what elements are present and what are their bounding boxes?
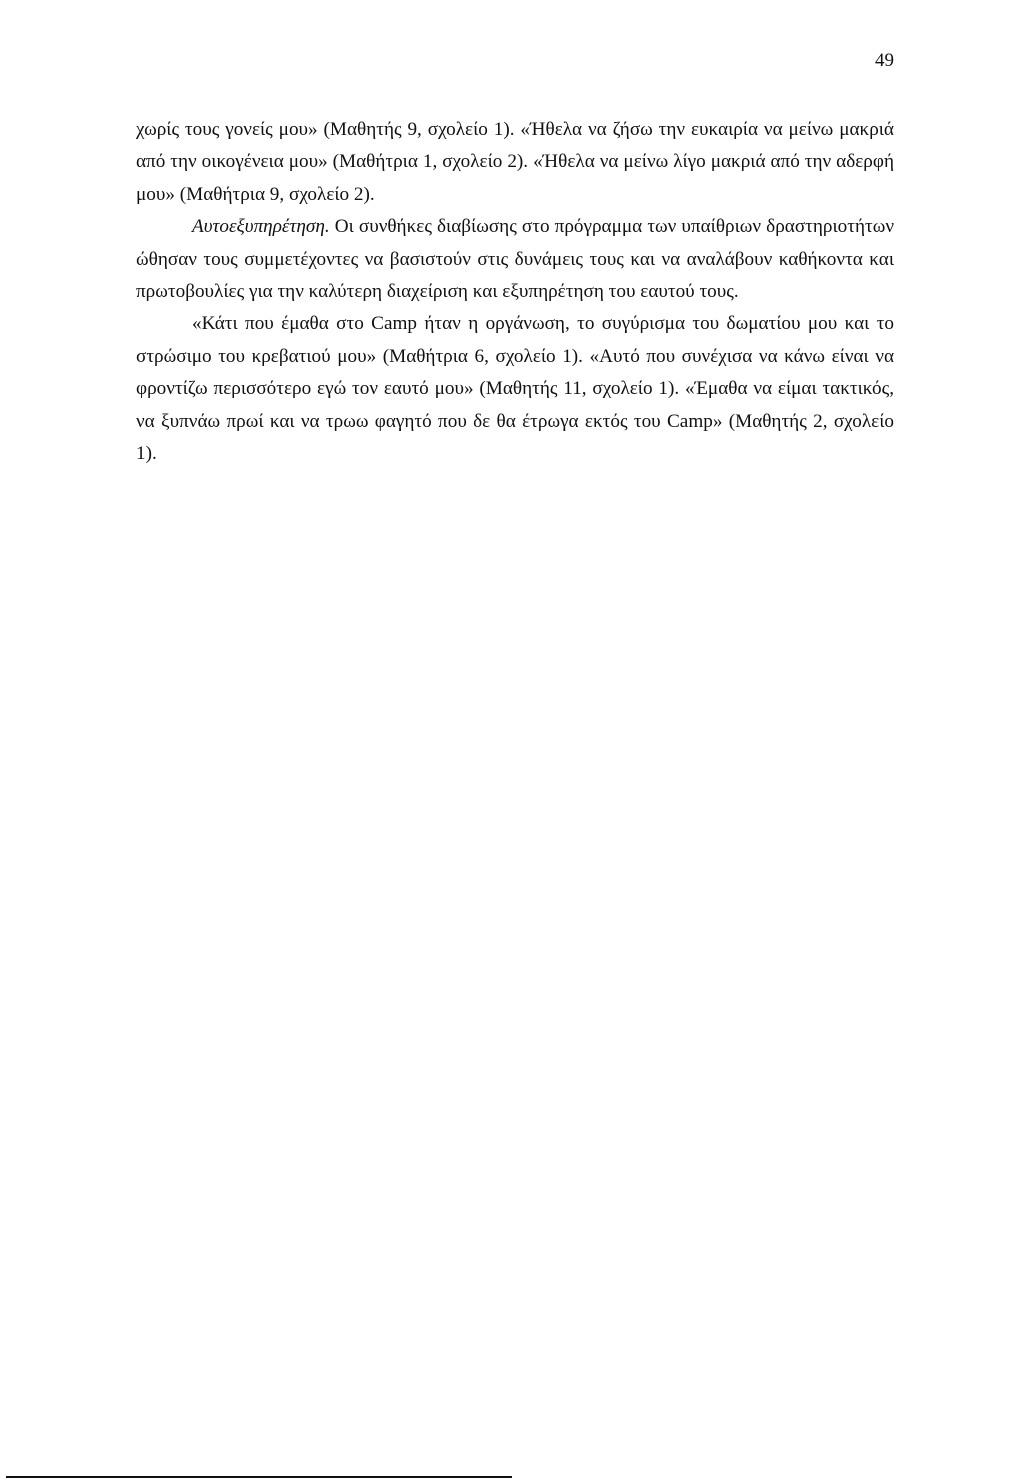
paragraph-text: Οι συνθήκες διαβίωσης στο πρόγραμμα των υπαίθριων δραστηριοτήτων ώθησαν τους συμμετέχοντες να βασιστούν στις δυνάμεις τους και να αναλάβουν καθήκοντα και πρωτοβουλίες για την καλύτερη διαχείριση και εξυπηρέτηση του εαυτού τους. [136,216,894,303]
paragraph-self-service [136,211,894,308]
paragraph-quotes [136,308,894,470]
paragraph-text: χωρίς τους γονείς μου» (Μαθητής 9, σχολείο 1). «Ήθελα να ζήσω την ευκαιρία να μείνω μακριά από την οικογένεια μου» (Μαθήτρια 1, σχολείο 2). «Ήθελα να μείνω λίγο μακριά από την αδερφή μου» (Μαθήτρια 9, σχολείο 2). [136,119,894,205]
footer-rule [6,1476,512,1478]
page-number: 49 [875,50,894,71]
section-heading: Αυτοεξυπηρέτηση. [192,216,330,238]
body-text [136,114,894,470]
paragraph-continuation [136,114,894,211]
paragraph-text: «Κάτι που έμαθα στο Camp ήταν η οργάνωση, το συγύρισμα του δωματίου μου και το στρώσιμο του κρεβατιού μου» (Μαθήτρια 6, σχολείο 1). «Αυτό που συνέχισα να κάνω είναι να φροντίζω περισσότερο εγώ τον εαυτό μου» (Μαθητής 11, σχολείο 1). «Έμαθα να είμαι τακτικός, να ξυπνάω πρωί και να τρωω φαγητό που δε θα έτρωγα εκτός του Camp» (Μαθητής 2, σχολείο 1). [136,313,894,465]
